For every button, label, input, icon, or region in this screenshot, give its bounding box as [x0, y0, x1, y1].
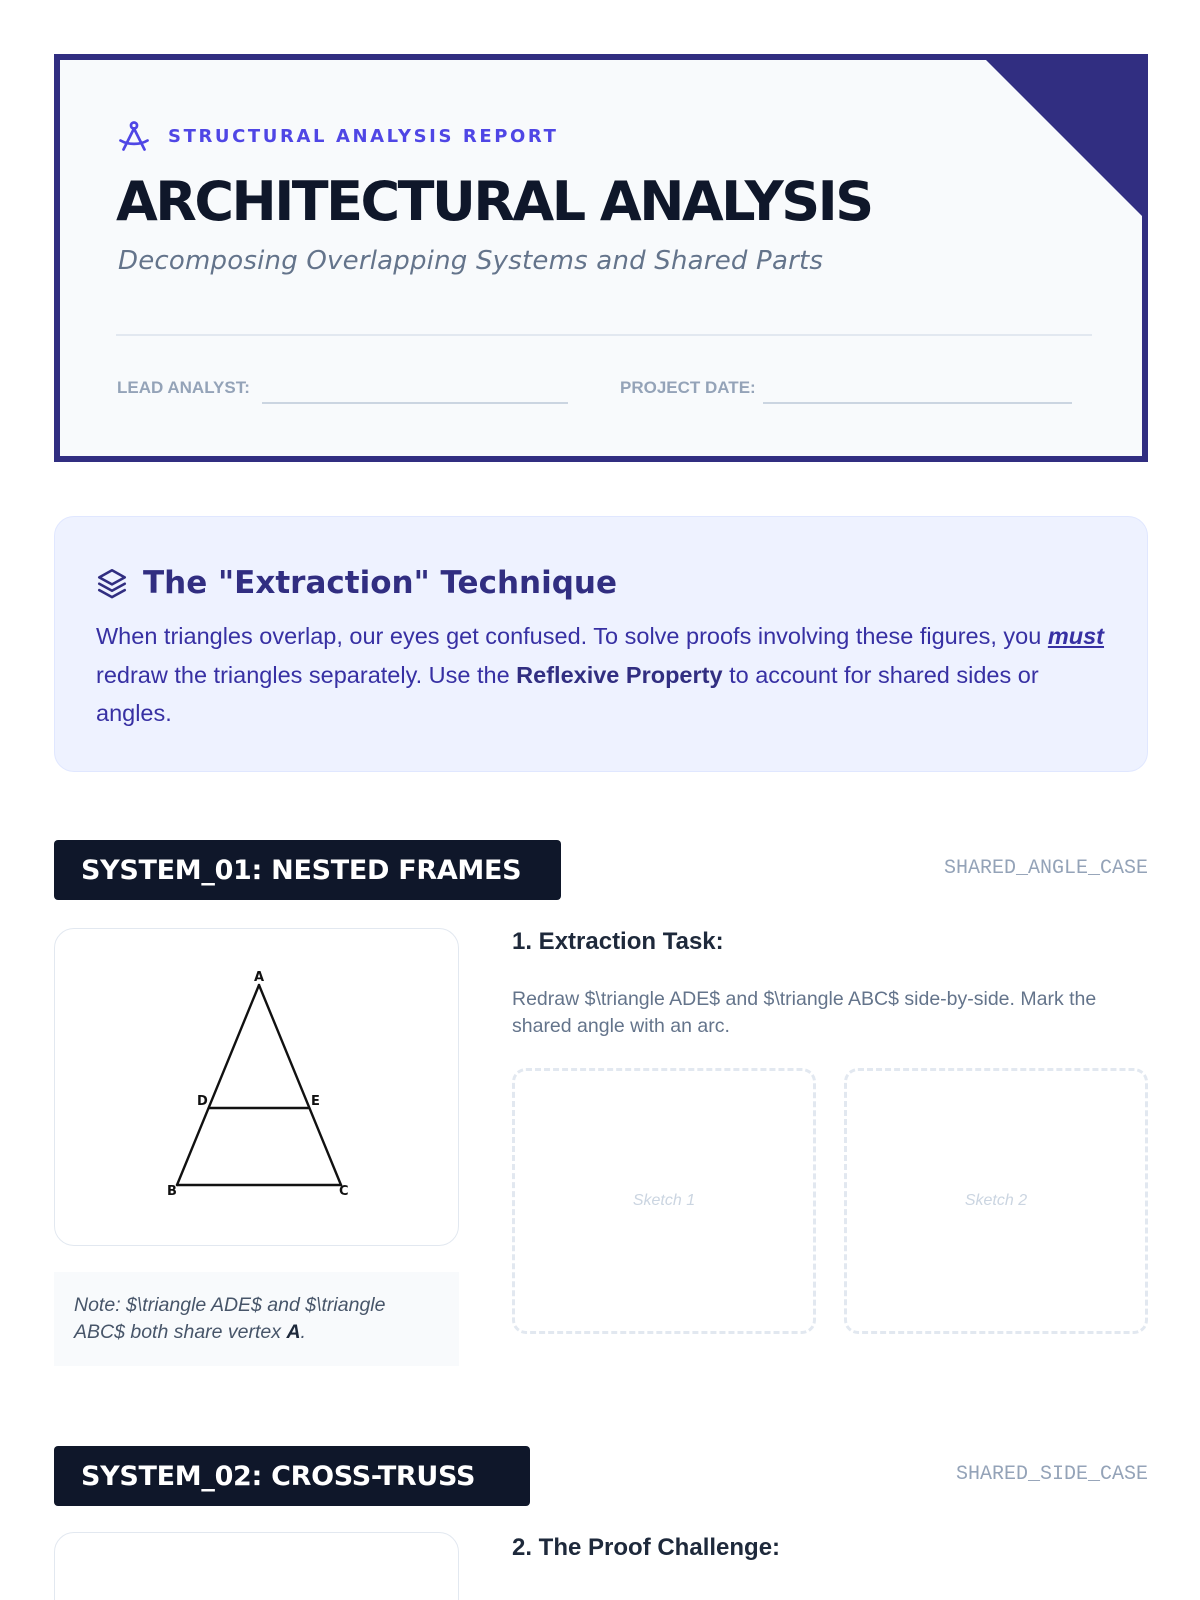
sketch-area-1[interactable]	[512, 1068, 816, 1334]
emphasis-reflexive-property: Reflexive Property	[516, 661, 723, 688]
callout-body: When triangles overlap, our eyes get confused. To solve proofs involving these figures, you must redraw the triangles separately. Use the Reflexive Property to account for shared sides or angles.	[96, 623, 1105, 726]
sketch-area-2[interactable]	[844, 1068, 1148, 1334]
vertex-label-a: A	[254, 970, 265, 985]
diagram-note: Note: $\triangle ADE$ and $\triangle ABC$ both share vertex A.	[54, 1272, 459, 1366]
side-ac	[259, 985, 341, 1185]
report-header-card	[54, 54, 1148, 462]
extraction-task-title: 1. Extraction Task:	[512, 928, 724, 955]
vertex-label-c: C	[339, 1184, 349, 1199]
callout-heading	[95, 565, 617, 601]
nested-triangles-diagram	[55, 929, 460, 1247]
project-date-field[interactable]	[763, 402, 1072, 404]
callout-title: The "Extraction" Technique	[143, 565, 617, 601]
project-date-label: PROJECT DATE:	[620, 378, 756, 397]
report-type-label: STRUCTURAL ANALYSIS REPORT	[168, 125, 559, 147]
section-title-system-01: SYSTEM_01: NESTED FRAMES	[54, 840, 561, 900]
vertex-label-d: D	[197, 1094, 208, 1109]
lead-analyst-field[interactable]	[262, 402, 568, 404]
compass-icon	[116, 118, 152, 154]
emphasis-must: must	[1047, 623, 1105, 649]
layers-icon	[95, 566, 129, 600]
report-kicker	[116, 118, 558, 154]
vertex-label-b: B	[167, 1184, 177, 1199]
sketch-placeholder-2: Sketch 2	[964, 1192, 1028, 1209]
sketch-placeholder-1: Sketch 1	[632, 1192, 696, 1209]
vertex-label-e: E	[311, 1094, 320, 1109]
section-tag-system-02: SHARED_SIDE_CASE	[955, 1463, 1148, 1486]
page-title: ARCHITECTURAL ANALYSIS	[116, 170, 872, 233]
section-tag-system-01: SHARED_ANGLE_CASE	[943, 857, 1148, 880]
note-vertex: A	[286, 1321, 301, 1343]
extraction-technique-callout	[54, 516, 1148, 772]
side-ab	[177, 985, 259, 1185]
extraction-task-text: Redraw $\triangle ADE$ and $\triangle ABC$ side-by-side. Mark the shared angle with an arc.	[512, 988, 1097, 1037]
nested-frames-diagram-card	[54, 928, 459, 1246]
proof-challenge-title: 2. The Proof Challenge:	[512, 1534, 781, 1561]
header-corner-accent	[984, 58, 1144, 218]
page-subtitle: Decomposing Overlapping Systems and Shared Parts	[118, 246, 824, 276]
header-divider	[116, 334, 1092, 336]
cross-truss-diagram-card	[54, 1532, 459, 1600]
lead-analyst-label: LEAD ANALYST:	[117, 378, 250, 397]
section-title-system-02: SYSTEM_02: CROSS-TRUSS	[54, 1446, 530, 1506]
